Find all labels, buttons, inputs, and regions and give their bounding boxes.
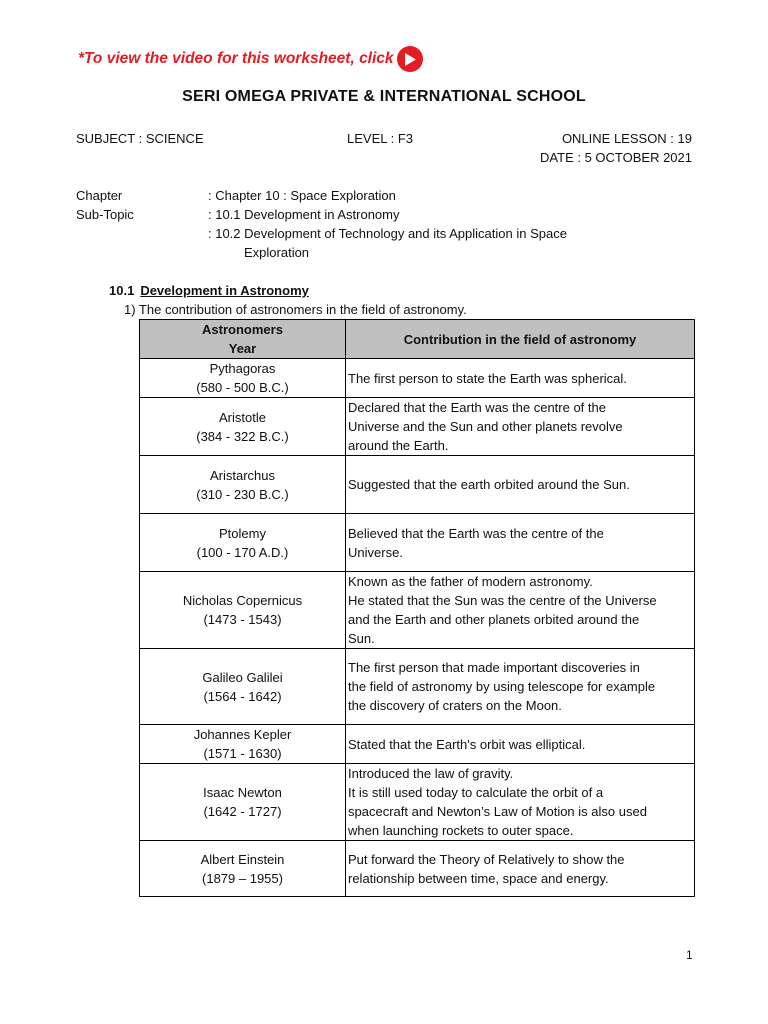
contribution-cell [346,572,695,649]
date-label: DATE : 5 OCTOBER 2021 [540,150,692,165]
contribution-cell [346,764,695,841]
astronomers-table [139,319,695,897]
astronomer-cell [140,456,346,514]
level-label: LEVEL : F3 [347,131,413,146]
astronomer-years: (100 - 170 A.D.) [196,544,289,560]
astronomer-years: (1879 – 1955) [202,870,283,886]
astronomer-cell [140,649,346,725]
chapter-label: Chapter [76,188,123,203]
astronomer-name: Nicholas Copernicus [182,593,303,608]
contribution-line: The first person to state the Earth was spherical. [348,370,627,386]
contribution-cell [346,456,695,514]
contribution-line: spacecraft and Newton’s Law of Motion is also used [348,804,647,819]
contribution-line: Universe and the Sun and other planets revolve [348,419,623,434]
contribution-line: Known as the father of modern astronomy. [348,574,593,589]
video-link-text: *To view the video for this worksheet, click [78,50,394,67]
astronomer-years: (310 - 230 B.C.) [196,486,289,502]
contribution-line: Put forward the Theory of Relatively to show the [348,851,625,867]
table-row [140,841,695,897]
header-contribution: Contribution in the field of astronomy [346,320,695,359]
contribution-line: Introduced the law of gravity. [348,766,514,781]
table-row [140,398,695,456]
astronomer-cell [140,764,346,841]
contribution-line: Suggested that the earth orbited around the Sun. [348,477,630,492]
contribution-line: the discovery of craters on the Moon. [348,698,562,713]
table-row [140,725,695,764]
header-year-label: Year [228,341,257,356]
section-heading [109,283,309,298]
contribution-line: around the Earth. [348,438,449,453]
astronomer-cell [140,359,346,398]
table-row [140,514,695,572]
astronomer-cell [140,514,346,572]
school-name: SERI OMEGA PRIVATE & INTERNATIONAL SCHOOL [182,88,586,105]
contribution-cell [346,841,695,897]
question-text: 1) The contribution of astronomers in the field of astronomy. [124,302,467,317]
contribution-cell [346,725,695,764]
astronomer-name: Johannes Kepler [193,727,292,742]
subtopic-label: Sub-Topic [76,207,134,222]
astronomer-cell [140,572,346,649]
table-row [140,764,695,841]
contribution-line: It is still used today to calculate the orbit of a [348,785,604,800]
table-row [140,359,695,398]
astronomer-name: Isaac Newton [203,785,282,800]
contribution-line: The first person that made important discoveries in [348,660,640,675]
astronomer-cell [140,725,346,764]
astronomer-years: (580 - 500 B.C.) [196,380,289,395]
section-number: 10.1 [109,283,135,298]
astronomer-name: Aristotle [219,409,266,425]
table-header-row [140,320,695,359]
table-row [140,456,695,514]
subtopic-2: : 10.2 Development of Technology and its Application in Space [208,226,567,241]
contribution-line: Universe. [348,544,403,560]
table-row [140,649,695,725]
contribution-line: Believed that the Earth was the centre of the [348,525,604,541]
astronomer-name: Albert Einstein [200,851,285,867]
astronomer-years: (1642 - 1727) [203,804,282,819]
subtopic-1: : 10.1 Development in Astronomy [208,207,400,222]
contribution-cell [346,398,695,456]
play-icon[interactable] [397,46,423,72]
chapter-value: : Chapter 10 : Space Exploration [208,188,396,203]
astronomer-years: (384 - 322 B.C.) [196,428,289,444]
subject-label: SUBJECT : SCIENCE [76,131,204,146]
contribution-line: Stated that the Earth's orbit was elliptical. [348,736,586,752]
contribution-line: He stated that the Sun was the centre of the Universe [348,593,657,608]
section-title: Development in Astronomy [140,283,309,298]
table-row [140,572,695,649]
astronomer-years: (1564 - 1642) [203,688,282,704]
contribution-line: when launching rockets to outer space. [348,823,574,838]
page-number: 1 [686,948,693,962]
astronomer-years: (1473 - 1543) [203,612,282,627]
contribution-line: Declared that the Earth was the centre of the [348,400,606,415]
subtopic-2-continued: Exploration [244,245,310,260]
astronomer-name: Ptolemy [219,525,266,541]
lesson-label: ONLINE LESSON : 19 [561,131,692,146]
astronomer-years: (1571 - 1630) [203,746,282,761]
contribution-line: Sun. [348,631,375,646]
contribution-cell [346,649,695,725]
astronomer-name: Pythagoras [209,361,276,376]
contribution-cell [346,514,695,572]
contribution-cell [346,359,695,398]
contribution-line: and the Earth and other planets orbited around the [348,612,640,627]
contribution-line: the field of astronomy by using telescope for example [348,679,656,694]
astronomer-cell [140,841,346,897]
astronomer-name: Aristarchus [209,467,276,483]
astronomer-cell [140,398,346,456]
astronomer-name: Galileo Galilei [202,669,283,685]
contribution-line: relationship between time, space and energy. [348,870,609,886]
header-astronomers [140,320,346,359]
video-link-banner [78,46,423,72]
header-astronomers-label: Astronomers [202,322,283,337]
